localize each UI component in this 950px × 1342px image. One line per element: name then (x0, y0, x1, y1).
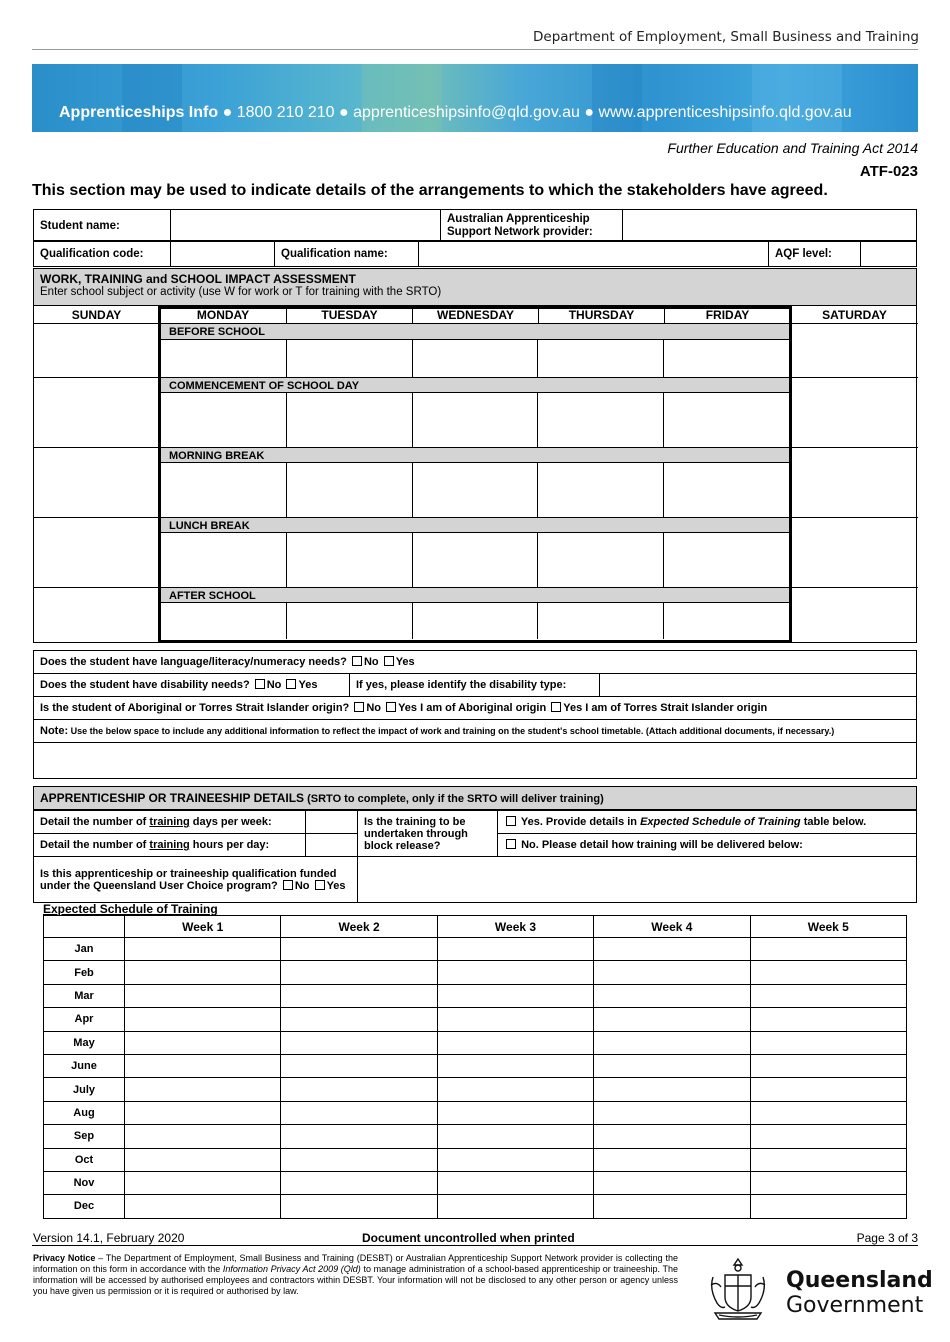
user-choice-yes-label: Yes (326, 879, 346, 892)
month-label: Dec (44, 1195, 125, 1218)
wednesday-cell[interactable] (413, 603, 539, 639)
block-yes-option (498, 811, 917, 834)
wednesday-cell[interactable] (413, 393, 539, 447)
apprenticeship-table (33, 810, 917, 903)
schedule-cell[interactable] (594, 1101, 750, 1124)
impact-section-header (33, 268, 917, 306)
block-yes-em: Expected Schedule of Training (640, 816, 801, 828)
schedule-cell[interactable] (125, 1125, 281, 1148)
block-no-option (498, 834, 917, 857)
disability-type-label: If yes, please identify the disability type: (350, 674, 600, 697)
schedule-cell[interactable] (750, 1195, 906, 1218)
schedule-cell[interactable] (437, 1195, 593, 1218)
bullet-icon: ● (222, 104, 237, 121)
schedule-cell[interactable] (594, 1195, 750, 1218)
day-header-friday: FRIDAY (664, 306, 790, 324)
queensland-coat-of-arms-icon (705, 1255, 771, 1323)
lln-question-row (34, 651, 917, 674)
qualification-name-field[interactable] (419, 241, 769, 267)
tuesday-cell[interactable] (287, 463, 413, 517)
training-days-field[interactable] (306, 811, 358, 834)
tuesday-cell[interactable] (287, 393, 413, 447)
month-label: July (44, 1078, 125, 1101)
schedule-cell[interactable] (281, 938, 437, 961)
schedule-cell[interactable] (281, 1008, 437, 1031)
period-morning-break: MORNING BREAK (161, 447, 789, 463)
disability-question-row (34, 674, 350, 697)
schedule-month-row (44, 984, 907, 1007)
friday-cell[interactable] (664, 533, 789, 587)
uncontrolled-notice: Document uncontrolled when printed (362, 1231, 575, 1245)
aqf-level-field[interactable] (861, 241, 917, 267)
student-needs-table (33, 650, 917, 779)
schedule-cell[interactable] (281, 1195, 437, 1218)
day-header-thursday: THURSDAY (538, 306, 664, 324)
note-field[interactable] (34, 743, 917, 779)
schedule-cell[interactable] (750, 984, 906, 1007)
wednesday-cell[interactable] (413, 340, 539, 377)
schedule-cell[interactable] (594, 961, 750, 984)
month-label: Feb (44, 961, 125, 984)
month-label: Oct (44, 1148, 125, 1171)
month-label: June (44, 1054, 125, 1077)
schedule-cell[interactable] (281, 1148, 437, 1171)
monday-cell[interactable] (161, 393, 287, 447)
qualification-name-label: Qualification name: (275, 241, 419, 267)
banner-email[interactable]: apprenticeshipsinfo@qld.gov.au (353, 104, 580, 121)
day-header-monday: MONDAY (160, 306, 286, 324)
schedule-cell[interactable] (125, 1148, 281, 1171)
bullet-icon: ● (584, 104, 599, 121)
friday-cell[interactable] (664, 340, 789, 377)
schedule-cell[interactable] (125, 1031, 281, 1054)
block-yes-post: table below. (800, 816, 867, 828)
footer-divider (32, 1245, 918, 1246)
schedule-month-row (44, 1101, 907, 1124)
week-header: Week 1 (125, 916, 281, 938)
schedule-corner (44, 916, 125, 938)
schedule-table (43, 915, 907, 1219)
schedule-month-row (44, 1125, 907, 1148)
week-header: Week 4 (594, 916, 750, 938)
block-no-checkbox[interactable] (506, 839, 516, 849)
disability-no-label: No (266, 679, 282, 691)
training-hours-label-u: training (149, 839, 190, 851)
apprenticeship-title-note: (SRTO to complete, only if the SRTO will deliver training) (307, 793, 604, 805)
schedule-cell[interactable] (281, 1101, 437, 1124)
wednesday-cell[interactable] (413, 533, 539, 587)
disability-type-field[interactable] (600, 674, 917, 697)
note-label: Note: (40, 725, 69, 737)
lln-no-label: No (363, 656, 379, 668)
privacy-text-b: to manage administration of a school-based apprenticeship or traineeship. The information will be accessed by authorised employees and contractors within DESBT. Your information will not be disclosed to any other person or agency unless you have given us permission or it is required or authorised by law. (33, 1264, 678, 1296)
month-label: May (44, 1031, 125, 1054)
schedule-cell[interactable] (594, 1171, 750, 1194)
schedule-cell[interactable] (125, 1101, 281, 1124)
schedule-cell[interactable] (437, 1054, 593, 1077)
schedule-cell[interactable] (437, 961, 593, 984)
schedule-cell[interactable] (125, 938, 281, 961)
period-row (161, 340, 789, 377)
privacy-label: Privacy Notice (33, 1253, 96, 1263)
schedule-cell[interactable] (437, 1171, 593, 1194)
user-choice-question: Is this apprenticeship or traineeship qualification funded under the Queensland User Choice program? (40, 867, 337, 892)
schedule-month-row (44, 938, 907, 961)
student-name-label: Student name: (34, 210, 171, 242)
bullet-icon: ● (339, 104, 354, 121)
schedule-cell[interactable] (437, 1148, 593, 1171)
banner-website[interactable]: www.apprenticeshipsinfo.qld.gov.au (598, 104, 852, 121)
block-yes-checkbox[interactable] (506, 816, 516, 826)
monday-cell[interactable] (161, 533, 287, 587)
schedule-cell[interactable] (437, 1031, 593, 1054)
schedule-cell[interactable] (281, 984, 437, 1007)
day-header-saturday: SATURDAY (790, 306, 918, 324)
apprenticeship-title: APPRENTICESHIP OR TRAINEESHIP DETAILS (40, 791, 305, 805)
training-days-label (34, 811, 306, 834)
tuesday-cell[interactable] (287, 603, 413, 639)
disability-question: Does the student have disability needs? (40, 679, 250, 691)
period-row (161, 393, 789, 447)
qualification-table (33, 240, 917, 267)
period-row (161, 603, 789, 639)
atsi-no-label: No (366, 702, 381, 714)
schedule-month-row (44, 1171, 907, 1194)
schedule-cell[interactable] (437, 938, 593, 961)
note-text: Use the below space to include any additional information to reflect the impact of work and training on the student's school timetable. (Attach additional documents, if necessary.) (70, 726, 835, 736)
schedule-cell[interactable] (125, 984, 281, 1007)
user-choice-row (34, 857, 358, 903)
aqf-level-label: AQF level: (769, 241, 861, 267)
monday-cell[interactable] (161, 603, 287, 639)
header-divider (32, 49, 918, 50)
atsi-aboriginal-checkbox[interactable] (386, 702, 396, 712)
schedule-month-row (44, 1031, 907, 1054)
thursday-cell[interactable] (538, 603, 664, 639)
schedule-cell[interactable] (437, 984, 593, 1007)
training-days-label-pre: Detail the number of (40, 816, 150, 828)
day-header-sunday: SUNDAY (34, 306, 160, 324)
month-label: Sep (44, 1125, 125, 1148)
period-after-school: AFTER SCHOOL (161, 587, 789, 603)
schedule-month-row (44, 961, 907, 984)
schedule-cell[interactable] (125, 1195, 281, 1218)
schedule-cell[interactable] (125, 1008, 281, 1031)
queensland-government-wordmark (786, 1268, 933, 1318)
friday-cell[interactable] (664, 463, 789, 517)
contact-banner (32, 64, 918, 132)
user-choice-field[interactable] (358, 857, 917, 903)
network-provider-label: Australian Apprenticeship Support Network provider: (441, 210, 623, 242)
schedule-cell[interactable] (750, 1101, 906, 1124)
disability-yes-label: Yes (298, 679, 318, 691)
schedule-cell[interactable] (750, 1054, 906, 1077)
schedule-cell[interactable] (281, 1031, 437, 1054)
saturday-column[interactable] (790, 324, 918, 643)
thursday-cell[interactable] (538, 533, 664, 587)
student-name-field[interactable] (171, 210, 441, 242)
form-code: ATF-023 (859, 163, 918, 180)
schedule-cell[interactable] (437, 1078, 593, 1101)
period-row (161, 533, 789, 587)
friday-cell[interactable] (664, 603, 789, 639)
legislation-act: Further Education and Training Act 2014 (667, 140, 918, 156)
period-commencement: COMMENCEMENT OF SCHOOL DAY (161, 377, 789, 393)
version-info: Version 14.1, February 2020 (33, 1231, 185, 1245)
schedule-header-row (44, 916, 907, 938)
schedule-cell[interactable] (594, 984, 750, 1007)
privacy-notice (33, 1253, 678, 1297)
schedule-title: Expected Schedule of Training (43, 902, 218, 916)
schedule-month-row (44, 1008, 907, 1031)
month-label: Nov (44, 1171, 125, 1194)
schedule-cell[interactable] (437, 1125, 593, 1148)
schedule-cell[interactable] (594, 1078, 750, 1101)
schedule-cell[interactable] (594, 1054, 750, 1077)
lln-yes-label: Yes (395, 656, 415, 668)
apprenticeship-section-header (33, 786, 917, 810)
schedule-month-row (44, 1195, 907, 1218)
lln-question: Does the student have language/literacy/numeracy needs? (40, 656, 347, 668)
training-days-label-u: training (149, 816, 190, 828)
schedule-cell[interactable] (125, 961, 281, 984)
page-number: Page 3 of 3 (856, 1231, 918, 1245)
training-hours-label-post: hours per day: (189, 839, 270, 851)
schedule-cell[interactable] (750, 1148, 906, 1171)
schedule-month-row (44, 1078, 907, 1101)
schedule-cell[interactable] (281, 1171, 437, 1194)
qualification-code-field[interactable] (171, 241, 275, 267)
banner-brand: Apprenticeships Info (59, 104, 219, 121)
wordmark-queensland: Queensland (786, 1268, 933, 1293)
atsi-aboriginal-label: Yes I am of Aboriginal origin (398, 702, 547, 714)
lln-yes-checkbox[interactable] (384, 656, 394, 666)
atsi-tsi-label: Yes I am of Torres Strait Islander origin (563, 702, 768, 714)
impact-title: WORK, TRAINING and SCHOOL IMPACT ASSESSMENT (40, 272, 356, 286)
week-header: Week 5 (750, 916, 906, 938)
department-name: Department of Employment, Small Business and Training (533, 29, 919, 45)
block-no-label: No. Please detail how training will be delivered below: (521, 839, 803, 851)
month-label: Aug (44, 1101, 125, 1124)
period-before-school: BEFORE SCHOOL (161, 324, 789, 340)
training-days-label-post: days per week: (189, 816, 272, 828)
impact-subtitle: Enter school subject or activity (use W for work or T for training with the SRTO) (40, 286, 442, 298)
lln-no-checkbox[interactable] (352, 656, 362, 666)
schedule-cell[interactable] (750, 1078, 906, 1101)
sunday-column[interactable] (34, 324, 160, 643)
schedule-cell[interactable] (750, 938, 906, 961)
atsi-tsi-checkbox[interactable] (551, 702, 561, 712)
week-header: Week 3 (437, 916, 593, 938)
month-label: Apr (44, 1008, 125, 1031)
schedule-cell[interactable] (594, 1031, 750, 1054)
disability-yes-checkbox[interactable] (286, 679, 296, 689)
monday-cell[interactable] (161, 463, 287, 517)
atsi-question: Is the student of Aboriginal or Torres Strait Islander origin? (40, 702, 350, 714)
schedule-cell[interactable] (594, 1125, 750, 1148)
school-periods (161, 324, 789, 639)
network-provider-field[interactable] (623, 210, 917, 242)
schedule-cell[interactable] (750, 1171, 906, 1194)
student-details-table (33, 209, 917, 242)
disability-no-checkbox[interactable] (255, 679, 265, 689)
weekly-timetable (33, 306, 917, 643)
schedule-cell[interactable] (594, 938, 750, 961)
banner-phone[interactable]: 1800 210 210 (236, 104, 335, 121)
schedule-cell[interactable] (281, 1054, 437, 1077)
training-hours-label-pre: Detail the number of (40, 839, 150, 851)
schedule-cell[interactable] (594, 1008, 750, 1031)
day-header-wednesday: WEDNESDAY (412, 306, 538, 324)
schedule-cell[interactable] (750, 1125, 906, 1148)
schedule-cell[interactable] (437, 1008, 593, 1031)
note-row (34, 720, 917, 743)
schedule-cell[interactable] (125, 1054, 281, 1077)
friday-cell[interactable] (664, 393, 789, 447)
schedule-cell[interactable] (125, 1078, 281, 1101)
schedule-cell[interactable] (281, 1125, 437, 1148)
period-lunch-break: LUNCH BREAK (161, 517, 789, 533)
atsi-no-checkbox[interactable] (354, 702, 364, 712)
wordmark-government: Government (786, 1293, 924, 1318)
tuesday-cell[interactable] (287, 533, 413, 587)
training-hours-field[interactable] (306, 834, 358, 857)
atsi-question-row (34, 697, 917, 720)
user-choice-no-label: No (294, 879, 310, 892)
block-release-label: Is the training to be undertaken through block release? (358, 811, 498, 857)
thursday-cell[interactable] (538, 393, 664, 447)
thursday-cell[interactable] (538, 463, 664, 517)
user-choice-yes-checkbox[interactable] (315, 880, 325, 890)
block-yes-pre: Yes. Provide details in (520, 816, 641, 828)
privacy-text-a: – The Department of Employment, Small Business and Training (DESBT) or Australian Apprenticeship Support Network provider is collecting the information on this form in accordance with the (33, 1253, 678, 1274)
user-choice-no-checkbox[interactable] (283, 880, 293, 890)
week-header: Week 2 (281, 916, 437, 938)
monday-cell[interactable] (161, 340, 287, 377)
privacy-act: Information Privacy Act 2009 (Qld) (222, 1264, 361, 1274)
schedule-cell[interactable] (437, 1101, 593, 1124)
month-label: Jan (44, 938, 125, 961)
qualification-code-label: Qualification code: (34, 241, 171, 267)
schedule-month-row (44, 1054, 907, 1077)
banner-text (59, 104, 852, 122)
schedule-cell[interactable] (281, 961, 437, 984)
day-header-tuesday: TUESDAY (286, 306, 412, 324)
thursday-cell[interactable] (538, 340, 664, 377)
training-hours-label (34, 834, 306, 857)
period-row (161, 463, 789, 517)
section-intro: This section may be used to indicate details of the arrangements to which the stakeholders have agreed. (32, 182, 828, 199)
month-label: Mar (44, 984, 125, 1007)
schedule-cell[interactable] (750, 1031, 906, 1054)
schedule-month-row (44, 1148, 907, 1171)
schedule-cell[interactable] (281, 1078, 437, 1101)
schedule-cell[interactable] (750, 1008, 906, 1031)
tuesday-cell[interactable] (287, 340, 413, 377)
wednesday-cell[interactable] (413, 463, 539, 517)
schedule-cell[interactable] (594, 1148, 750, 1171)
schedule-cell[interactable] (750, 961, 906, 984)
schedule-cell[interactable] (125, 1171, 281, 1194)
